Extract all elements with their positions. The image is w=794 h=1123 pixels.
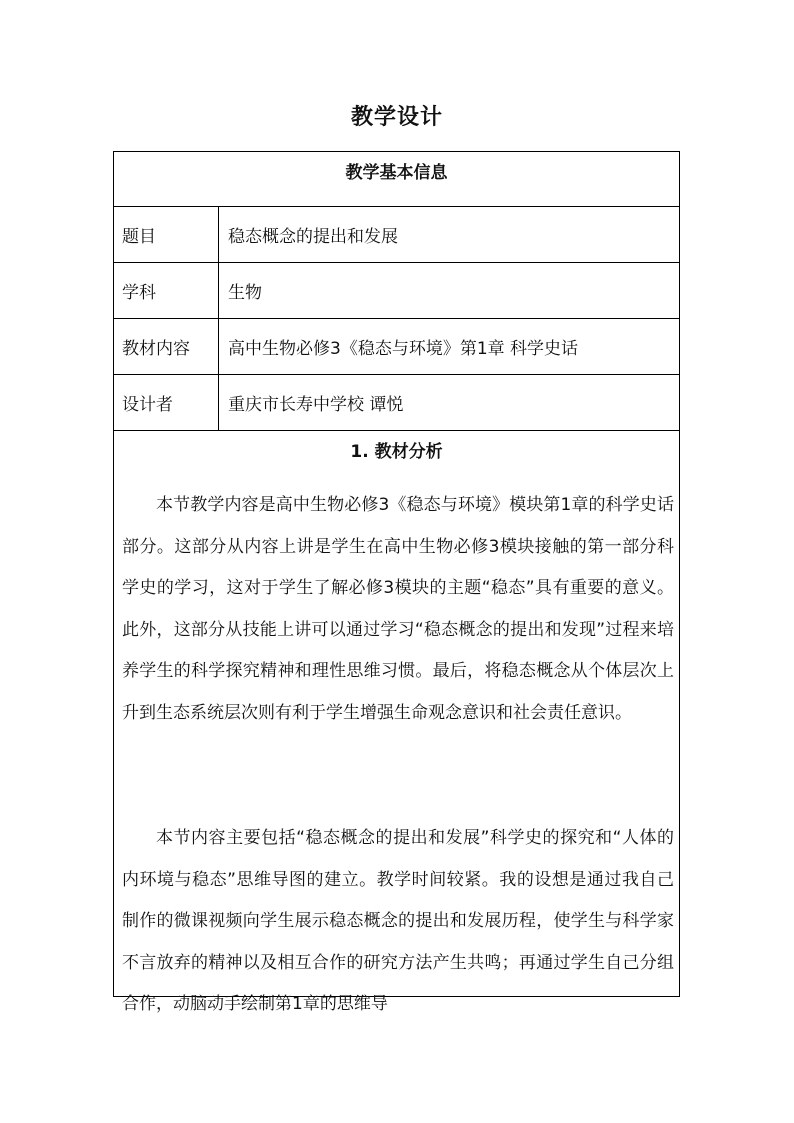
section-heading: 1. 教材分析 bbox=[350, 442, 443, 462]
basic-info-header: 教学基本信息 bbox=[345, 163, 448, 183]
lesson-design-table bbox=[113, 151, 680, 1014]
info-row-title bbox=[114, 207, 679, 263]
info-row-material bbox=[114, 319, 679, 375]
info-row-subject bbox=[114, 263, 679, 319]
page-title: 教学设计 bbox=[350, 105, 443, 130]
paragraph: 本节教学内容是高中生物必修3《稳态与环境》模块第1章的科学史话部分。这部分从内容上讲是学生在高中生物必修3模块接触的第一部分科学史的学习，这对于学生了解必修3模块的主题“稳态”具有重要的意义。此外，这部分从技能上讲可以通过学习“稳态概念的提出和发现”过程来培养学生的科学探究精神和理性思维习惯。最后，将稳态概念从个体层次上升到生态系统层次则有利于学生增强生命观念意识和社会责任意识。 bbox=[122, 495, 674, 723]
info-row-designer bbox=[114, 375, 679, 431]
paragraph: 本节内容主要包括“稳态概念的提出和发展”科学史的探究和“人体的内环境与稳态”思维导图的建立。教学时间较紧。我的设想是通过我自己制作的微课视频向学生展示稳态概念的提出和发展历程，使学生与科学家不言放弃的精神以及相互合作的研究方法产生共鸣；再通过学生自己分组合作，动脑动手绘制第1章的思维导 bbox=[122, 828, 674, 1014]
info-value: 重庆市长寿中学校 谭悦 bbox=[228, 395, 404, 415]
info-label: 题目 bbox=[114, 207, 219, 262]
info-label: 学科 bbox=[114, 263, 219, 318]
basic-info-header-row bbox=[114, 152, 679, 207]
info-label: 教材内容 bbox=[114, 319, 219, 374]
info-value: 生物 bbox=[228, 283, 262, 303]
info-label: 设计者 bbox=[114, 375, 219, 430]
info-value: 高中生物必修3《稳态与环境》第1章 科学史话 bbox=[228, 339, 579, 359]
info-value: 稳态概念的提出和发展 bbox=[228, 227, 398, 247]
